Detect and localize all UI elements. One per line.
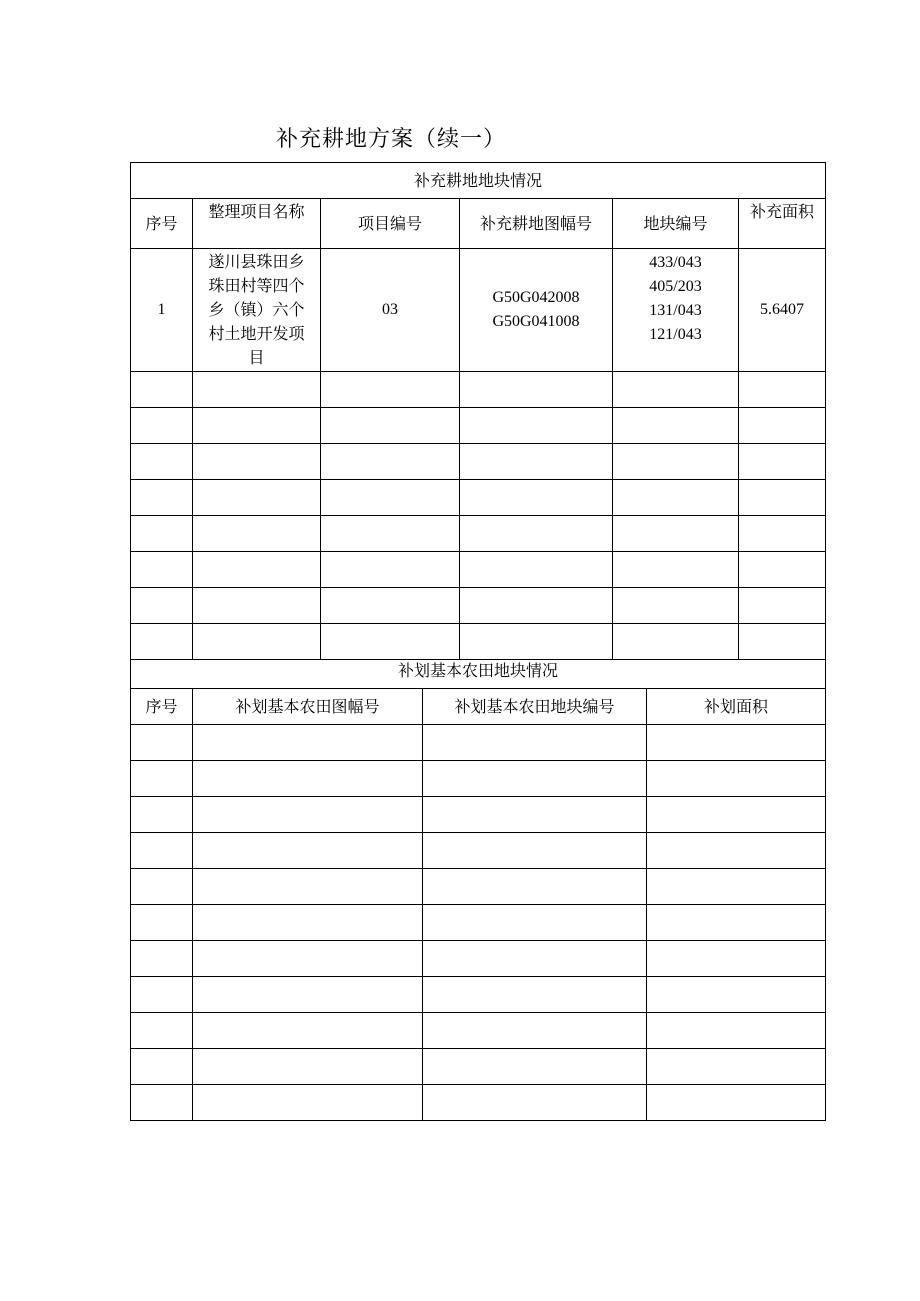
empty-cell	[613, 552, 739, 588]
empty-cell	[423, 725, 647, 761]
empty-cell	[647, 977, 826, 1013]
empty-cell	[131, 1049, 193, 1085]
empty-cell	[739, 552, 826, 588]
empty-cell	[321, 588, 460, 624]
empty-cell	[193, 588, 321, 624]
empty-cell	[131, 761, 193, 797]
empty-cell	[423, 1013, 647, 1049]
empty-cell	[131, 1085, 193, 1121]
table-row	[131, 1049, 826, 1085]
empty-cell	[193, 977, 423, 1013]
row1-project-name-line: 目	[248, 348, 265, 367]
row1-plot-line: 405/203	[649, 278, 702, 295]
empty-cell	[193, 761, 423, 797]
empty-cell	[321, 444, 460, 480]
table-row	[131, 588, 826, 624]
empty-cell	[131, 797, 193, 833]
row1-project-name	[193, 249, 321, 372]
empty-cell	[647, 941, 826, 977]
empty-cell	[423, 869, 647, 905]
empty-cell	[613, 372, 739, 408]
header-seq: 序号	[131, 199, 193, 249]
table-row	[131, 444, 826, 480]
table-row	[131, 977, 826, 1013]
row1-map-sheet-no	[460, 249, 613, 372]
row1-map-sheet-line: G50G041008	[492, 313, 580, 330]
empty-cell	[423, 1049, 647, 1085]
empty-cell	[423, 977, 647, 1013]
header-project-no: 项目编号	[321, 199, 460, 249]
empty-cell	[423, 797, 647, 833]
table-row	[131, 372, 826, 408]
empty-cell	[647, 1085, 826, 1121]
empty-cell	[647, 1049, 826, 1085]
empty-cell	[613, 444, 739, 480]
empty-cell	[647, 761, 826, 797]
empty-cell	[321, 408, 460, 444]
empty-cell	[460, 552, 613, 588]
empty-cell	[613, 588, 739, 624]
basic-header-area: 补划面积	[647, 689, 826, 725]
empty-cell	[460, 516, 613, 552]
empty-cell	[613, 516, 739, 552]
empty-cell	[193, 833, 423, 869]
header-project-name: 整理项目名称	[193, 199, 321, 249]
basic-header-plot-no: 补划基本农田地块编号	[423, 689, 647, 725]
supplement-section-heading: 补充耕地地块情况	[131, 163, 826, 199]
table-row	[131, 833, 826, 869]
empty-cell	[423, 1085, 647, 1121]
table-row	[131, 905, 826, 941]
empty-cell	[193, 552, 321, 588]
empty-cell	[131, 833, 193, 869]
empty-cell	[460, 588, 613, 624]
empty-cell	[739, 444, 826, 480]
empty-cell	[321, 552, 460, 588]
empty-cell	[193, 480, 321, 516]
basic-section-heading: 补划基本农田地块情况	[131, 653, 826, 689]
empty-cell	[131, 941, 193, 977]
table-row	[131, 516, 826, 552]
empty-cell	[647, 869, 826, 905]
empty-cell	[193, 1013, 423, 1049]
empty-cell	[739, 516, 826, 552]
row1-plot-line: 121/043	[649, 326, 702, 343]
empty-cell	[131, 552, 193, 588]
empty-cell	[193, 516, 321, 552]
table-row	[131, 1085, 826, 1121]
empty-cell	[647, 833, 826, 869]
empty-cell	[423, 941, 647, 977]
row1-project-name-line: 遂川县珠田乡	[208, 252, 305, 271]
empty-cell	[193, 905, 423, 941]
empty-cell	[739, 372, 826, 408]
empty-cell	[460, 480, 613, 516]
empty-cell	[460, 372, 613, 408]
table-row	[131, 1013, 826, 1049]
empty-cell	[321, 480, 460, 516]
page-title: 补充耕地方案（续一）	[276, 127, 507, 152]
empty-cell	[613, 408, 739, 444]
empty-cell	[321, 516, 460, 552]
empty-cell	[193, 408, 321, 444]
row1-plot-line: 433/043	[649, 254, 702, 271]
table-row	[131, 869, 826, 905]
header-map-sheet-no: 补充耕地图幅号	[460, 199, 613, 249]
empty-cell	[647, 905, 826, 941]
empty-cell	[193, 725, 423, 761]
row1-project-name-line: 珠田村等四个	[208, 276, 305, 295]
empty-cell	[131, 977, 193, 1013]
empty-cell	[193, 941, 423, 977]
empty-cell	[739, 480, 826, 516]
table-row	[131, 761, 826, 797]
basic-farmland-table	[130, 653, 826, 1121]
row1-plot-no	[613, 249, 739, 372]
supplement-farmland-table	[130, 162, 826, 660]
empty-cell	[460, 444, 613, 480]
table-row	[131, 480, 826, 516]
table-row	[131, 408, 826, 444]
empty-cell	[321, 372, 460, 408]
empty-cell	[423, 833, 647, 869]
empty-cell	[460, 408, 613, 444]
empty-cell	[131, 1013, 193, 1049]
empty-cell	[193, 372, 321, 408]
empty-cell	[647, 1013, 826, 1049]
empty-cell	[131, 480, 193, 516]
table-row	[131, 725, 826, 761]
empty-cell	[647, 797, 826, 833]
empty-cell	[131, 869, 193, 905]
empty-cell	[423, 905, 647, 941]
row1-seq: 1	[131, 249, 193, 372]
table-row	[131, 941, 826, 977]
basic-header-map-sheet-no: 补划基本农田图幅号	[193, 689, 423, 725]
empty-cell	[193, 797, 423, 833]
empty-cell	[193, 444, 321, 480]
row1-project-name-line: 乡（镇）六个	[208, 300, 305, 319]
empty-cell	[131, 516, 193, 552]
table-row	[131, 552, 826, 588]
table-row	[131, 249, 826, 372]
empty-cell	[131, 905, 193, 941]
row1-map-sheet-line: G50G042008	[492, 289, 580, 306]
empty-cell	[131, 444, 193, 480]
empty-cell	[193, 869, 423, 905]
empty-cell	[613, 480, 739, 516]
row1-project-no: 03	[321, 249, 460, 372]
empty-cell	[131, 725, 193, 761]
empty-cell	[739, 588, 826, 624]
empty-cell	[131, 588, 193, 624]
empty-cell	[131, 372, 193, 408]
empty-cell	[193, 1049, 423, 1085]
table-row	[131, 797, 826, 833]
basic-header-seq: 序号	[131, 689, 193, 725]
row1-project-name-line: 村土地开发项	[208, 324, 305, 343]
empty-cell	[193, 1085, 423, 1121]
row1-area: 5.6407	[739, 249, 826, 372]
empty-cell	[647, 725, 826, 761]
empty-cell	[423, 761, 647, 797]
header-area: 补充面积	[739, 199, 826, 249]
empty-cell	[131, 408, 193, 444]
empty-cell	[739, 408, 826, 444]
row1-plot-line: 131/043	[649, 302, 702, 319]
header-plot-no: 地块编号	[613, 199, 739, 249]
